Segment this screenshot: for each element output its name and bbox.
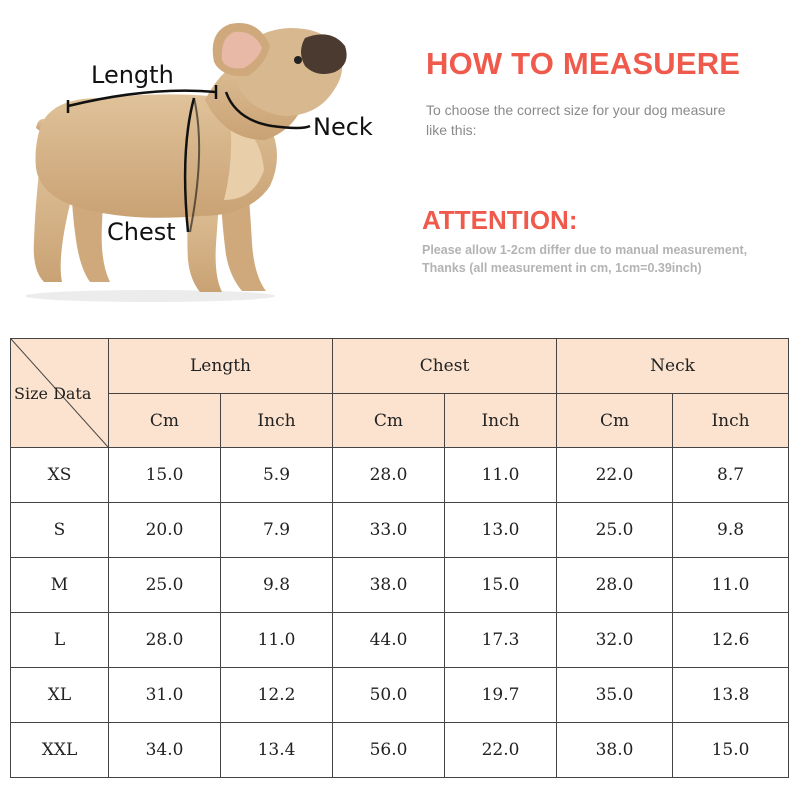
size-cell: S <box>11 503 109 558</box>
value-cell: 15.0 <box>109 448 221 503</box>
size-cell: XL <box>11 668 109 723</box>
value-cell: 31.0 <box>109 668 221 723</box>
chest-group-header: Chest <box>333 339 557 394</box>
measure-instructions: To choose the correct size for your dog measure like this: <box>426 102 726 138</box>
length-inch-header: Inch <box>221 394 333 448</box>
value-cell: 35.0 <box>557 668 673 723</box>
chest-cm-header: Cm <box>333 394 445 448</box>
french-bulldog-image <box>0 0 400 320</box>
size-chart-table <box>10 338 789 778</box>
length-cm-header: Cm <box>109 394 221 448</box>
size-cell: L <box>11 613 109 668</box>
page-title: HOW TO MEASUERE <box>426 46 741 81</box>
value-cell: 28.0 <box>333 448 445 503</box>
value-cell: 13.0 <box>445 503 557 558</box>
table-row <box>11 668 789 723</box>
table-row <box>11 613 789 668</box>
value-cell: 15.0 <box>445 558 557 613</box>
value-cell: 56.0 <box>333 723 445 778</box>
value-cell: 15.0 <box>673 723 789 778</box>
attention-note: Please allow 1-2cm differ due to manual measurement, Thanks (all measurement in cm, 1cm=0.39inch) <box>422 243 748 275</box>
chest-inch-header: Inch <box>445 394 557 448</box>
dog-measurement-illustration <box>0 0 400 320</box>
value-cell: 28.0 <box>557 558 673 613</box>
size-data-corner-cell <box>11 339 109 448</box>
size-cell: XS <box>11 448 109 503</box>
value-cell: 32.0 <box>557 613 673 668</box>
value-cell: 33.0 <box>333 503 445 558</box>
value-cell: 13.8 <box>673 668 789 723</box>
value-cell: 9.8 <box>673 503 789 558</box>
table-row <box>11 558 789 613</box>
value-cell: 25.0 <box>557 503 673 558</box>
value-cell: 12.6 <box>673 613 789 668</box>
value-cell: 28.0 <box>109 613 221 668</box>
value-cell: 13.4 <box>221 723 333 778</box>
value-cell: 38.0 <box>557 723 673 778</box>
size-cell: M <box>11 558 109 613</box>
value-cell: 22.0 <box>557 448 673 503</box>
value-cell: 44.0 <box>333 613 445 668</box>
value-cell: 38.0 <box>333 558 445 613</box>
neck-label: Neck <box>313 113 373 141</box>
value-cell: 11.0 <box>673 558 789 613</box>
attention-heading: ATTENTION: <box>422 205 578 235</box>
value-cell: 22.0 <box>445 723 557 778</box>
chest-label: Chest <box>107 218 176 246</box>
table-row <box>11 503 789 558</box>
value-cell: 11.0 <box>445 448 557 503</box>
size-data-label: Size Data <box>14 383 92 403</box>
value-cell: 5.9 <box>221 448 333 503</box>
neck-inch-header: Inch <box>673 394 789 448</box>
neck-group-header: Neck <box>557 339 789 394</box>
length-group-header: Length <box>109 339 333 394</box>
size-cell: XXL <box>11 723 109 778</box>
table-row <box>11 723 789 778</box>
table-row <box>11 448 789 503</box>
value-cell: 50.0 <box>333 668 445 723</box>
value-cell: 34.0 <box>109 723 221 778</box>
value-cell: 11.0 <box>221 613 333 668</box>
value-cell: 12.2 <box>221 668 333 723</box>
value-cell: 7.9 <box>221 503 333 558</box>
value-cell: 9.8 <box>221 558 333 613</box>
length-label: Length <box>91 61 174 89</box>
value-cell: 17.3 <box>445 613 557 668</box>
value-cell: 25.0 <box>109 558 221 613</box>
value-cell: 19.7 <box>445 668 557 723</box>
value-cell: 8.7 <box>673 448 789 503</box>
value-cell: 20.0 <box>109 503 221 558</box>
neck-cm-header: Cm <box>557 394 673 448</box>
